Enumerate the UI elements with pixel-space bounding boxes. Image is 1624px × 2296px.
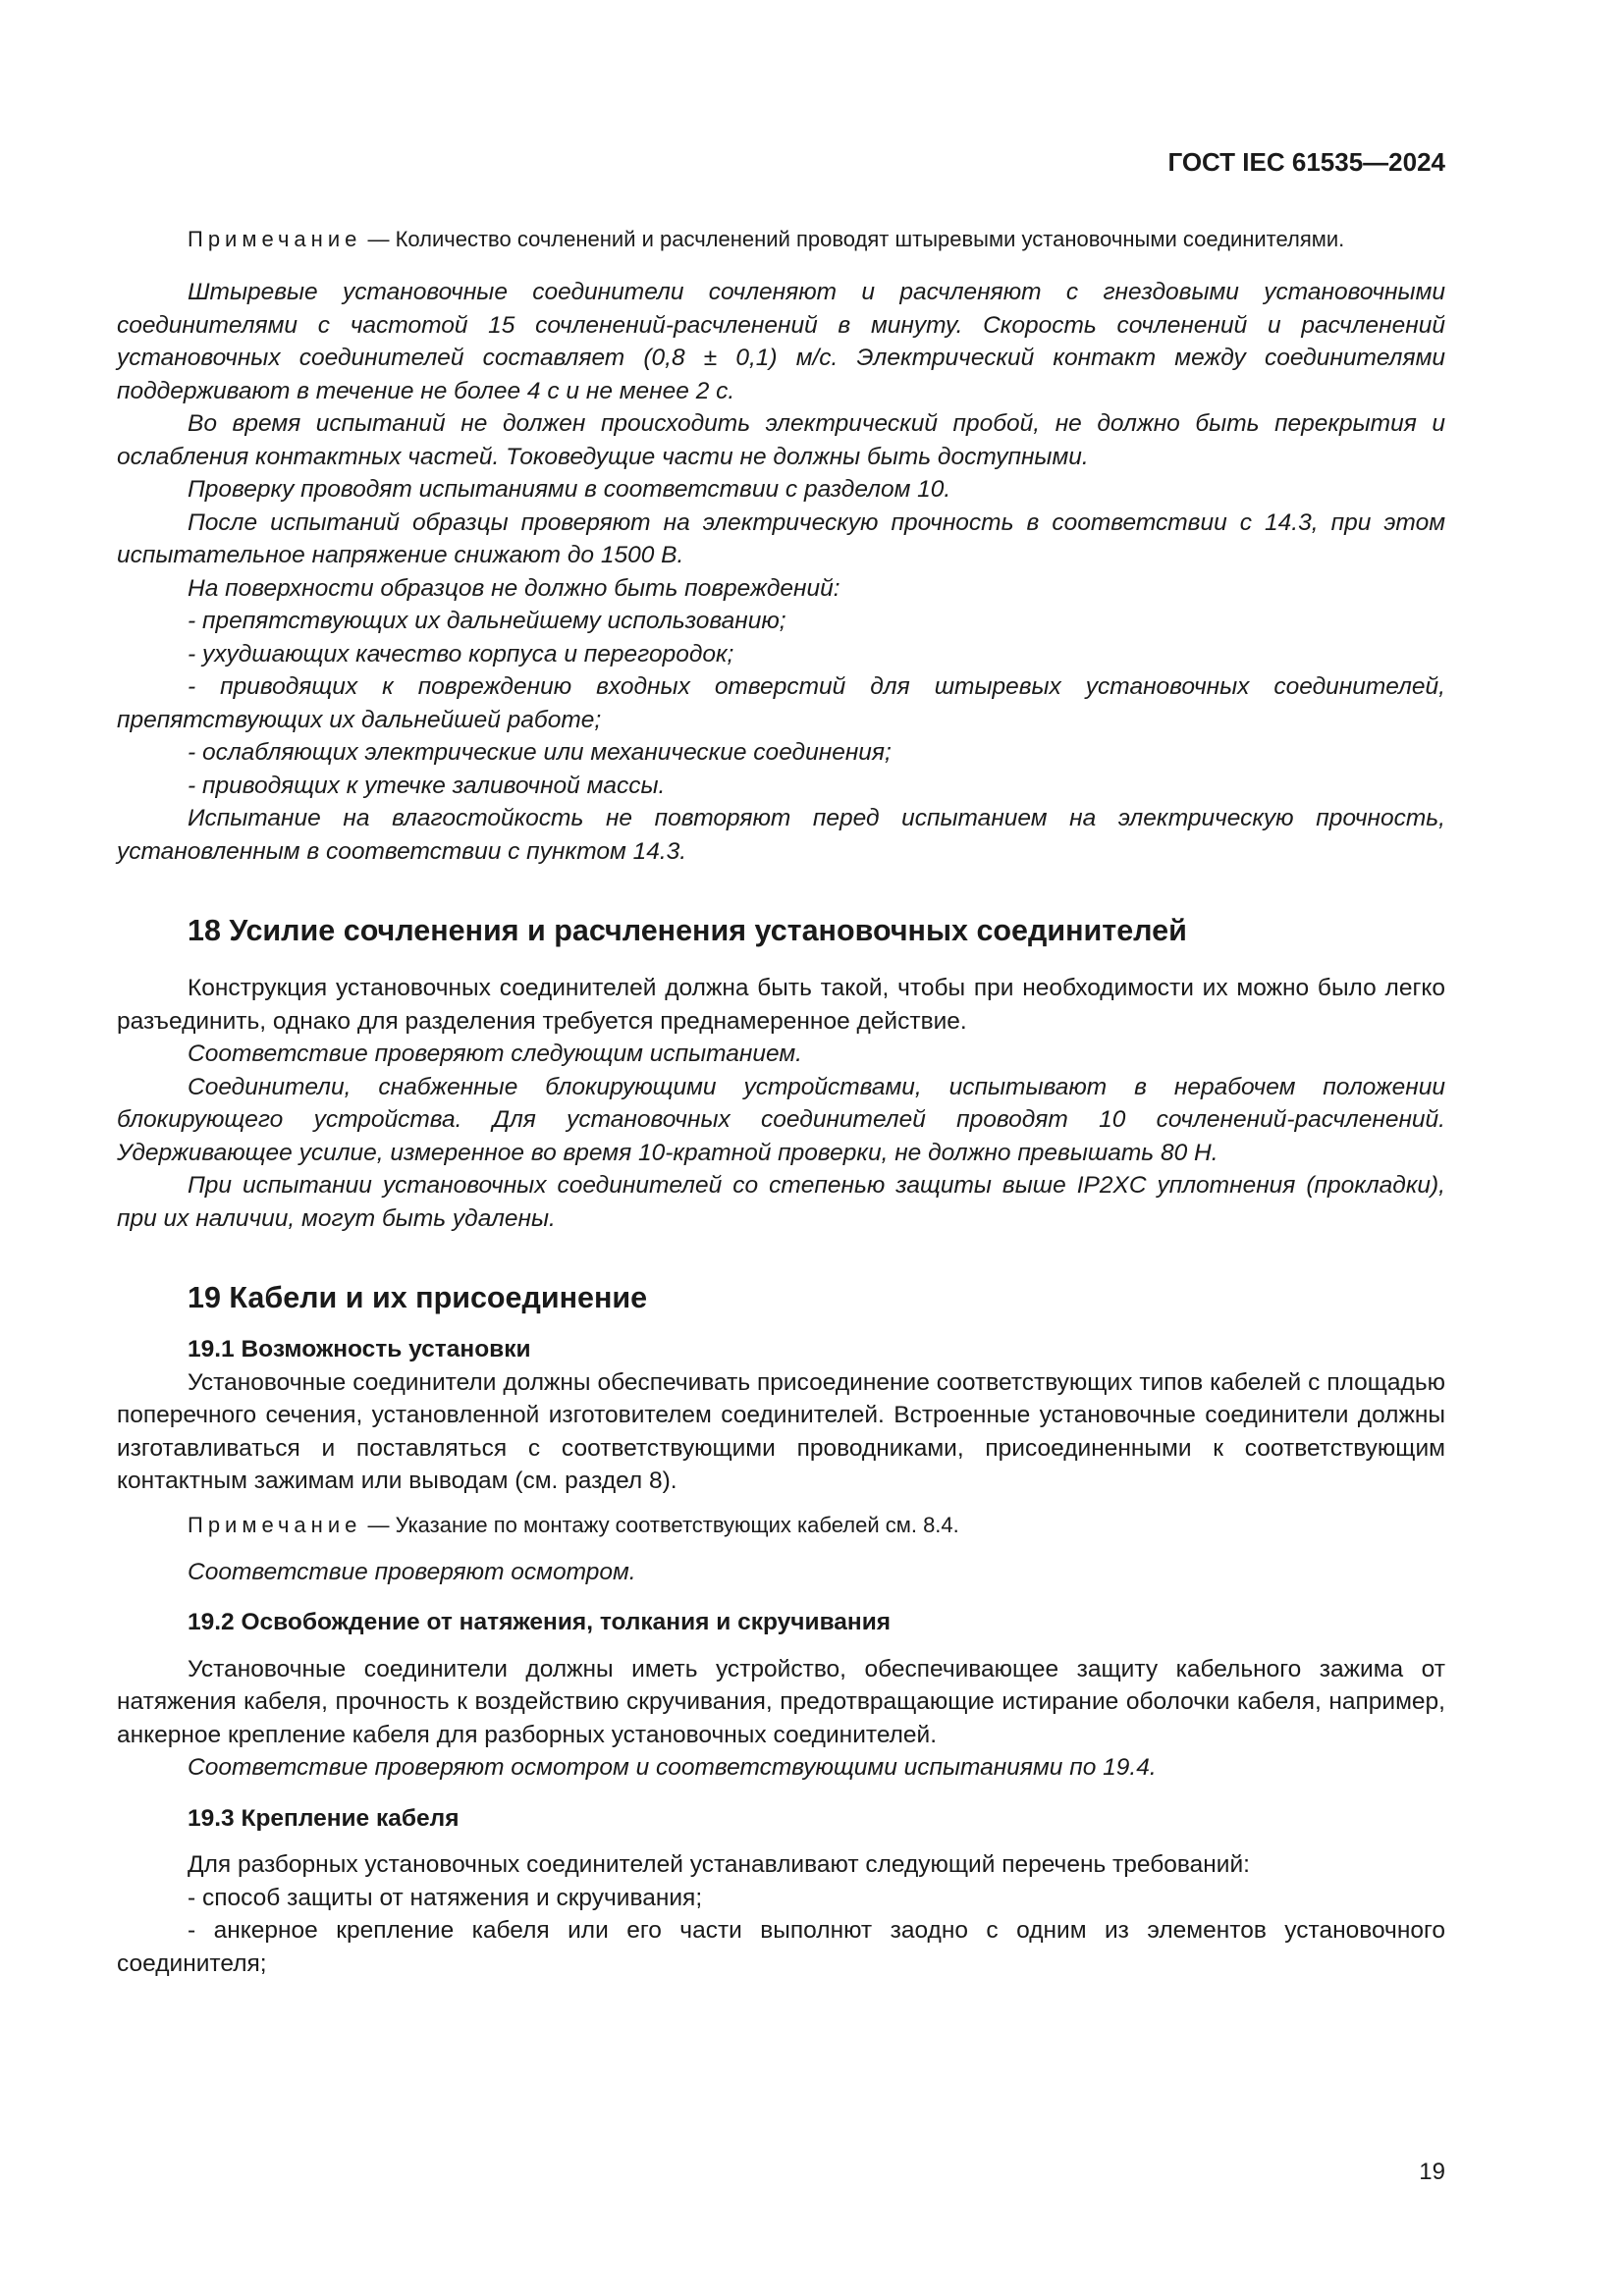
- subsection-title: 19.1 Возможность установки: [188, 1336, 531, 1362]
- list-item: - способ защиты от натяжения и скручивания;: [188, 1884, 703, 1911]
- note-text: Указание по монтажу соответствующих кабелей см. 8.4.: [395, 1512, 959, 1537]
- note-text: Количество сочленений и расчленений проводят штыревыми установочными соединителями.: [395, 227, 1345, 251]
- paragraph: Установочные соединители должны иметь устройство, обеспечивающее защиту кабельного зажима от натяжения кабеля, прочность к воздействию скручивания, предотвращающие истирание оболочки кабеля, например, анкерное крепление кабеля для разборных установочных соединителей.: [117, 1655, 1445, 1748]
- paragraph: На поверхности образцов не должно быть повреждений:: [188, 574, 840, 602]
- paragraph: Испытание на влагостойкость не повторяют перед испытанием на электрическую прочность, установленным в соответствии с пунктом 14.3.: [117, 805, 1445, 865]
- note-dash: —: [361, 1512, 396, 1537]
- paragraph: Проверку проводят испытаниями в соответствии с разделом 10.: [188, 476, 951, 503]
- paragraph: Для разборных установочных соединителей устанавливают следующий перечень требований:: [188, 1851, 1250, 1878]
- list-item: - препятствующих их дальнейшему использованию;: [188, 608, 786, 634]
- list-item: - ослабляющих электрические или механические соединения;: [188, 739, 892, 766]
- list-item: - приводящих к утечке заливочной массы.: [188, 772, 666, 799]
- page-content: [117, 224, 1445, 1980]
- paragraph: После испытаний образцы проверяют на электрическую прочность в соответствии с 14.3, при этом испытательное напряжение снижают до 1500 В.: [117, 508, 1445, 568]
- paragraph: Соответствие проверяют следующим испытанием.: [188, 1041, 802, 1067]
- section-title: 19 Кабели и их присоединение: [188, 1281, 648, 1314]
- list-item: - ухудшающих качество корпуса и перегородок;: [188, 640, 734, 667]
- paragraph: Установочные соединители должны обеспечивать присоединение соответствующих типов кабелей с площадью поперечного сечения, установленной изготовителем соединителей. Встроенные установочные соединители должны изготавливаться и поставляться с соответствующими проводниками, присоединенными к соответствующим контактным зажимам или выводам (см. раздел 8).: [117, 1368, 1445, 1494]
- note-label: Примечание: [188, 1512, 362, 1537]
- page-number: 19: [1419, 2159, 1445, 2185]
- subsection-title: 19.3 Крепление кабеля: [188, 1804, 460, 1832]
- paragraph: Конструкция установочных соединителей должна быть такой, чтобы при необходимости их можно было легко разъединить, однако для разделения требуется преднамеренное действие.: [117, 975, 1445, 1035]
- paragraph: Во время испытаний не должен происходить электрический пробой, не должно быть перекрытия и ослабления контактных частей. Токоведущие части не должны быть доступными.: [117, 410, 1445, 470]
- subsection-title: 19.2 Освобождение от натяжения, толкания и скручивания: [188, 1609, 892, 1635]
- paragraph: Соединители, снабженные блокирующими устройствами, испытывают в нерабочем положении блокирующего устройства. Для установочных соединителей проводят 10 сочленений-расчленений. Удерживающее усилие, измеренное во время 10-кратной проверки, не должно превышать 80 Н.: [117, 1073, 1445, 1166]
- paragraph: При испытании установочных соединителей со степенью защиты выше IP2XC уплотнения (прокладки), при их наличии, могут быть удалены.: [117, 1172, 1445, 1232]
- note-dash: —: [361, 227, 396, 251]
- list-item: - анкерное крепление кабеля или его части выполнют заодно с одним из элементов установочного соединителя;: [117, 1917, 1445, 1977]
- paragraph: Соответствие проверяют осмотром и соответствующими испытаниями по 19.4.: [188, 1754, 1157, 1781]
- note: [117, 224, 1445, 254]
- note-label: Примечание: [188, 227, 362, 251]
- document-header: ГОСТ IEC 61535—2024: [1167, 147, 1445, 177]
- list-item: - приводящих к повреждению входных отверстий для штыревых установочных соединителей, препятствующих их дальнейшей работе;: [117, 673, 1445, 733]
- section-title: 18 Усилие сочленения и расчленения установочных соединителей: [188, 914, 1187, 947]
- paragraph: Соответствие проверяют осмотром.: [188, 1558, 636, 1585]
- paragraph: Штыревые установочные соединители сочленяют и расчленяют с гнездовыми установочными соединителями с частотой 15 сочленений-расчленений в минуту. Скорость сочленений и расчленений установочных соединителей составляет (0,8 ± 0,1) м/с. Электрический контакт между соединителями поддерживают в течение не более 4 с и не менее 2 с.: [117, 279, 1445, 404]
- note: [117, 1510, 1445, 1540]
